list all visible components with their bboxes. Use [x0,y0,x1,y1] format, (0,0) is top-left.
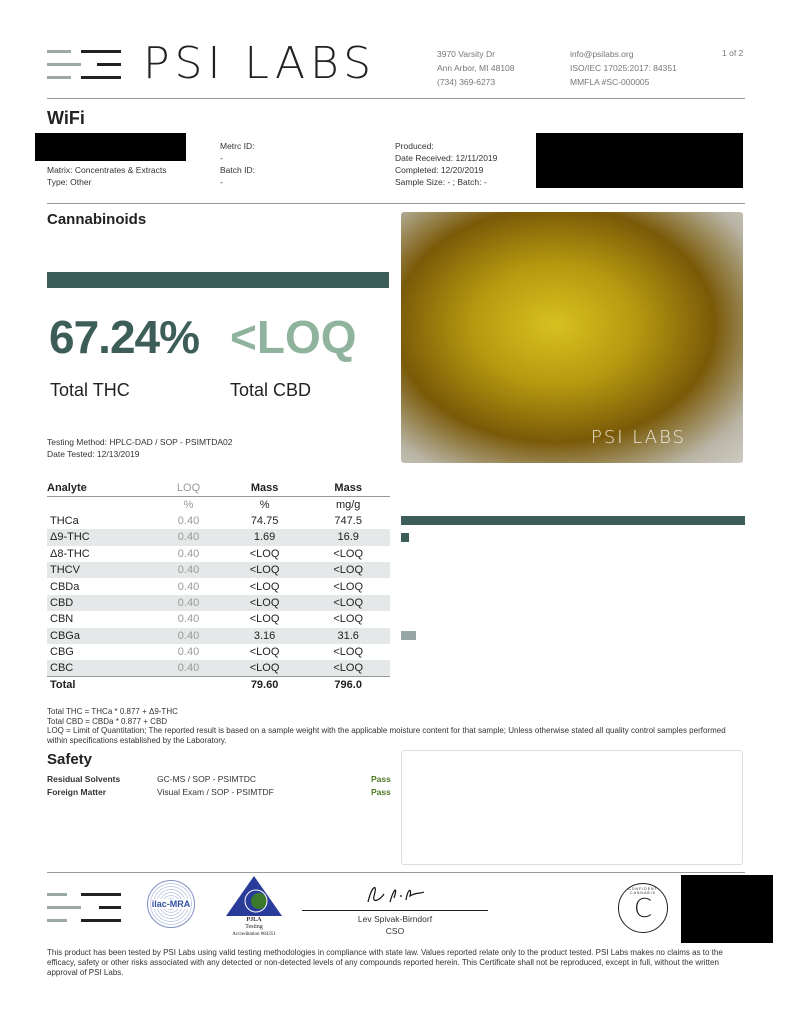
table-row [47,660,390,676]
divider [47,98,745,99]
pjla-logo [224,876,284,938]
cannabinoid-table [47,480,390,693]
photo-watermark: PSI LABS [591,427,686,448]
analyte-bar [401,631,416,640]
table-row [47,628,390,644]
total-cbd-value: <LOQ [230,311,357,363]
sample-name: WiFi [47,108,85,128]
total-cbd-label: Total CBD [230,380,312,400]
phone: (734) 369-6273 [437,77,496,87]
lab-contact [570,47,677,89]
note: LOQ = Limit of Quantitation; The reported result is based on a sample weight with the applicable moisture content for that sample; Unless otherwise stated all quality control samples performed within specifications established by the Laboratory. [47,726,726,745]
iso-accreditation: ISO/IEC 17025:2017: 84351 [570,63,677,73]
mass-mg: 747.5 [334,514,362,527]
sample-size: Sample Size: - ; Batch: - [395,177,487,187]
mass-mg: <LOQ [306,595,390,611]
mass-pct: <LOQ [249,646,280,659]
safety-result: Pass [371,787,391,797]
lab-address [437,47,515,89]
logo-mark-icon [47,50,121,80]
loq: 0.40 [154,529,223,545]
unit: % [183,498,194,511]
safety-result: Pass [371,774,391,784]
mass-mg: 31.6 [306,628,390,644]
loq: 0.40 [154,562,223,578]
analyte: Δ8-THC [50,547,90,560]
date-tested: Date Tested: 12/13/2019 [47,449,140,459]
analyte: CBGa [47,628,154,644]
license: MMFLA #SC-000005 [570,77,650,87]
mass-pct: 3.16 [223,628,307,644]
table-row [47,546,390,562]
table-row [47,562,390,578]
mass-mg: <LOQ [306,562,390,578]
safety-panel [401,750,743,865]
sample-dates [395,140,497,188]
total-mg: 796.0 [334,679,362,692]
mass-pct: <LOQ [249,547,280,560]
analyte: CBDa [50,580,80,593]
page-number: 1 of 2 [722,48,744,58]
type: Type: Other [47,177,92,187]
sample-ids [220,140,255,188]
analyte: CBN [50,613,74,626]
total-thc-label: Total THC [50,380,130,400]
loq: 0.40 [177,613,200,626]
logo-text: PSI LABS [143,38,377,89]
sample-photo [401,212,743,463]
notes [47,707,747,745]
safety-name: Residual Solvents [47,774,121,784]
mass-mg: <LOQ [333,613,364,626]
address-line: 3970 Varsity Dr [437,49,495,59]
mass-pct: <LOQ [249,613,280,626]
unit: % [259,498,270,511]
loq: 0.40 [177,580,200,593]
mass-pct: <LOQ [223,562,307,578]
total-thc-value: 67.24% [49,311,200,363]
ilac-mra-logo [147,880,195,928]
divider [47,203,745,204]
divider [47,872,745,873]
mass-pct: <LOQ [223,660,307,676]
produced: Produced: [395,141,434,151]
col-loq: LOQ [176,481,201,494]
confident-c-icon: C [633,894,653,924]
mass-pct: 1.69 [223,529,307,545]
analyte-bar [401,516,745,525]
col-mass-mg: Mass [334,481,362,494]
safety-name: Foreign Matter [47,787,107,797]
table-row [47,513,390,529]
pjla-text: Testing [245,924,263,930]
analyte: THCV [47,562,154,578]
loq: 0.40 [154,660,223,676]
loq: 0.40 [154,628,223,644]
note: Total CBD = CBDa * 0.877 + CBD [47,716,168,726]
metrc-value: - [220,153,223,163]
loq: 0.40 [177,514,200,527]
safety-row [47,773,392,786]
analyte: CBD [47,595,154,611]
col-analyte: Analyte [47,481,87,494]
testing-method: Testing Method: HPLC-DAD / SOP - PSIMTDA02 [47,437,233,447]
confident-cannabis-logo [618,883,668,933]
pjla-text: Accreditation #84351 [232,932,276,937]
col-mass-pct: Mass [250,481,279,494]
safety-method: GC-MS / SOP - PSIMTDC [157,774,257,784]
total-pct: 79.60 [250,679,279,692]
loq: 0.40 [154,595,223,611]
mass-mg: 16.9 [306,529,390,545]
signer-name: Lev Spivak-Birndorf [357,914,433,924]
mass-mg: <LOQ [333,580,364,593]
table-row [47,529,390,545]
analyte: THCa [50,514,79,527]
batch-value: - [220,177,223,187]
table-row [47,644,390,660]
redacted-block [681,875,773,943]
pjla-triangle-icon [226,876,282,916]
mass-mg: <LOQ [333,646,364,659]
safety-row [47,786,392,799]
loq: 0.40 [177,547,200,560]
batch-label: Batch ID: [220,165,255,175]
analyte: Δ9-THC [47,529,154,545]
total-label: Total [50,679,76,692]
loq: 0.40 [177,646,200,659]
matrix: Matrix: Concentrates & Extracts [47,165,167,175]
table-row [47,578,390,594]
analyte: CBC [47,660,154,676]
cannabinoid-summary-bar [47,272,389,288]
redacted-block [35,133,186,161]
table-row [47,595,390,611]
cannabinoids-heading: Cannabinoids [47,211,147,228]
mass-pct: <LOQ [249,580,280,593]
redacted-block [536,133,743,188]
mass-pct: 74.75 [250,514,279,527]
mass-pct: <LOQ [223,595,307,611]
signer-block [302,913,488,937]
analyte-bar [401,533,409,542]
safety-method: Visual Exam / SOP - PSIMTDF [157,787,274,797]
signature-icon [360,880,430,908]
email: info@psilabs.org [570,49,634,59]
safety-heading: Safety [47,751,93,768]
logo-mark-icon [47,893,121,923]
disclaimer: This product has been tested by PSI Labs using valid testing methodologies in compliance with state law. Values reported relate only to the product tested. PSI Labs makes no claims as to the efficacy, safety or other risks associated with any detected or non-detected levels of any compounds reported herein. This Certificate shall not be reproduced, except in full, without the written approval of PSI Labs. [47,948,723,977]
unit: mg/g [335,498,361,511]
date-completed: Completed: 12/20/2019 [395,165,484,175]
pjla-text: PJLA [246,917,262,923]
sample-matrix [47,164,167,188]
mass-mg: <LOQ [306,660,390,676]
signature-line [302,910,488,911]
signer-title: CSO [385,926,405,936]
metrc-label: Metrc ID: [220,141,255,151]
testing-info [47,436,233,460]
safety-list [47,773,392,799]
mass-mg: <LOQ [333,547,364,560]
note: Total THC = THCa * 0.877 + Δ9-THC [47,707,178,716]
ilac-text: ilac-MRA [151,899,191,909]
address-line: Ann Arbor, MI 48108 [437,63,515,73]
analyte: CBG [50,646,74,659]
table-row [47,611,390,627]
confident-text: CONFIDENT CANNABIS [628,887,658,895]
date-received: Date Received: 12/11/2019 [395,153,498,163]
